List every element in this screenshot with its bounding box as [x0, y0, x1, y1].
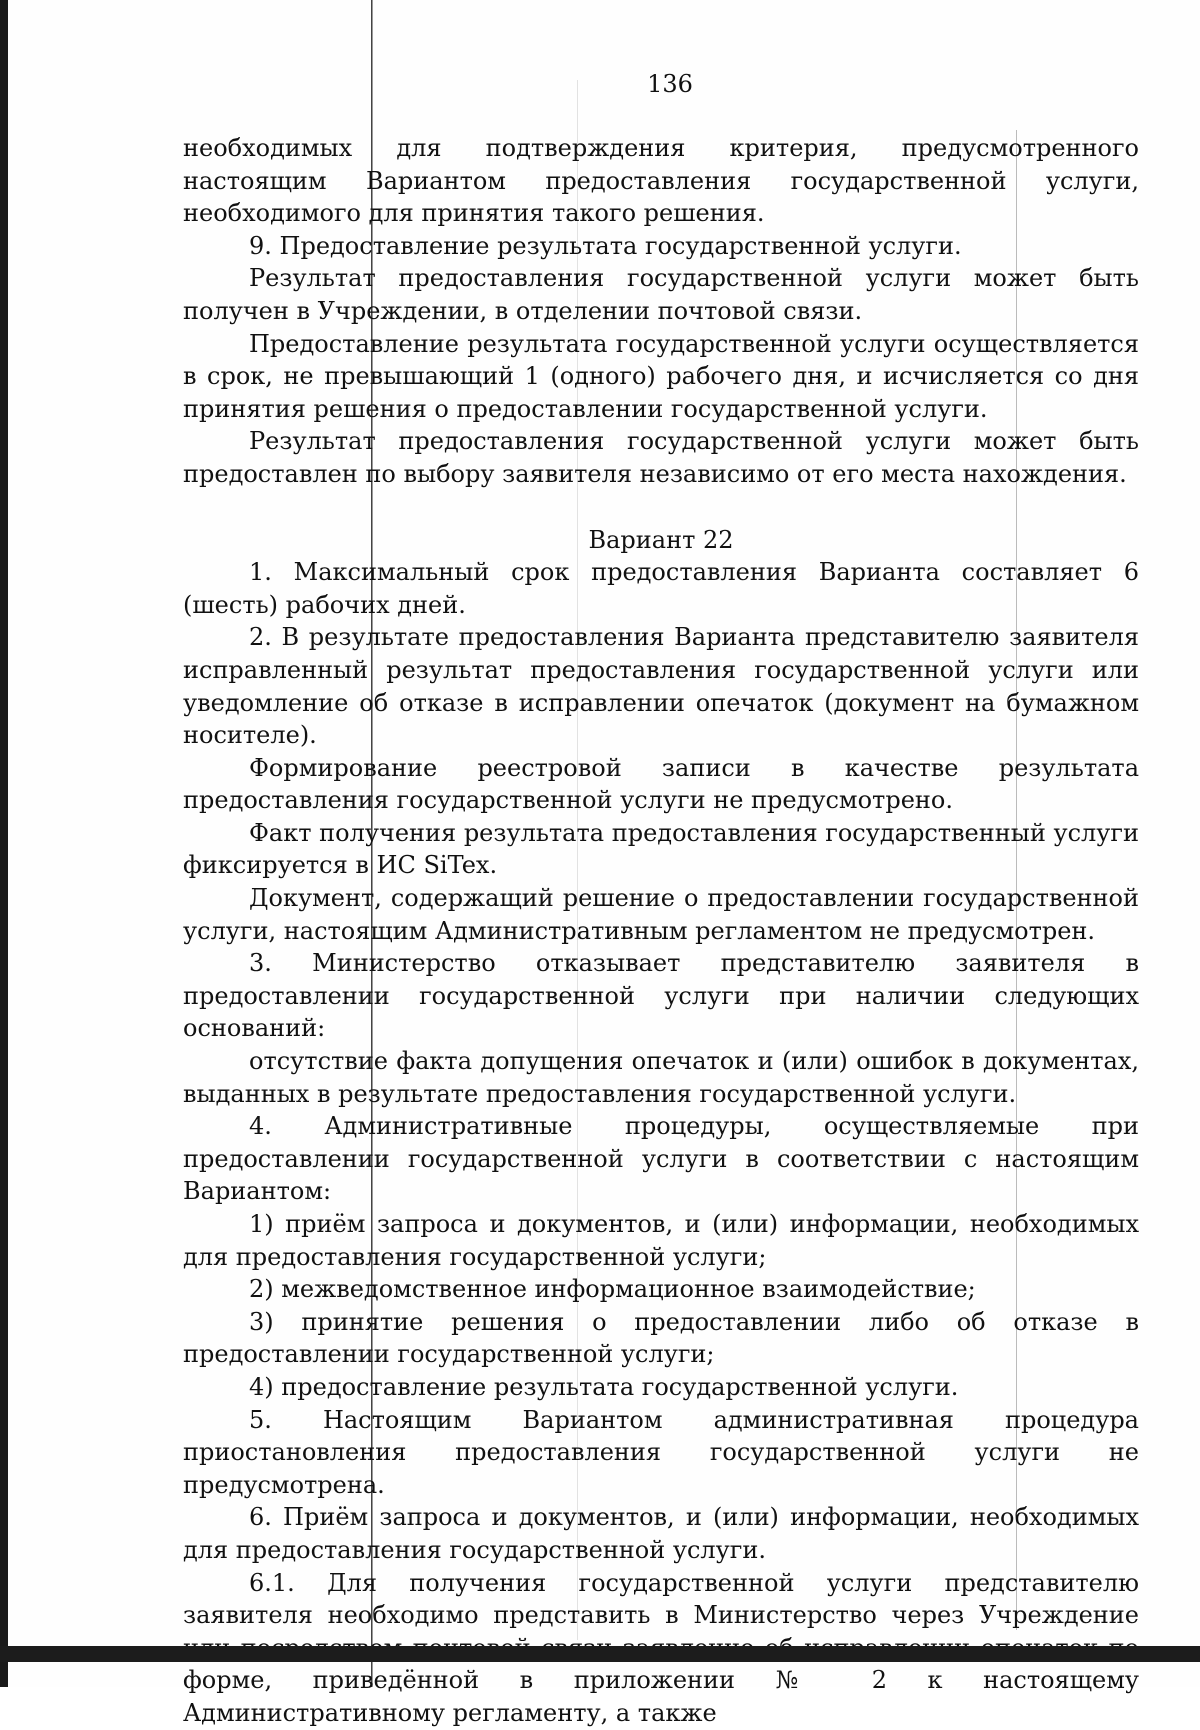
paragraph: необходимых для подтверждения критерия, предусмотренного настоящим Вариантом предоставления государственной услуги, необходимого для принятия такого решения. [183, 134, 1139, 228]
spacer [183, 491, 1139, 524]
paragraph: Предоставление результата государственной услуги осуществляется в срок, не превышающий 1 (одного) рабочего дня, и исчисляется со дня принятия решения о предоставлении государственной услуги. [183, 329, 1139, 423]
paragraph: 3. Министерство отказывает представителю заявителя в предоставлении государственной услуги при наличии следующих оснований: [183, 949, 1139, 1043]
scan-bottom-edge [0, 1646, 1200, 1662]
paragraph: 2. В результате предоставления Варианта представителю заявителя исправленный результат предоставления государственной услуги или уведомление об отказе в исправлении опечаток (документ на бумажном носителе). [183, 623, 1139, 750]
paragraph: Факт получения результата предоставления государственный услуги фиксируется в ИС SiTex. [183, 818, 1139, 880]
list-item: 4) предоставление результата государственной услуги. [249, 1372, 959, 1401]
paragraph: Результат предоставления государственной услуги может быть предоставлен по выбору заявителя независимо от его места нахождения. [183, 427, 1139, 488]
section-heading: Вариант 22 [588, 525, 734, 554]
paragraph: 4. Административные процедуры, осуществляемые при предоставлении государственной услуги в соответствии с настоящим Вариантом: [183, 1112, 1139, 1206]
paragraph: Результат предоставления государственной услуги может быть получен в Учреждении, в отделении почтовой связи. [183, 264, 1139, 325]
paragraph: отсутствие факта допущения опечаток и (или) ошибок в документах, выданных в результате предоставления государственной услуги. [183, 1047, 1139, 1108]
scan-left-edge [0, 0, 8, 1687]
paragraph: 1. Максимальный срок предоставления Варианта составляет 6 (шесть) рабочих дней. [183, 558, 1139, 619]
paragraph: Документ, содержащий решение о предоставлении государственной услуги, настоящим Административным регламентом не предусмотрен. [183, 884, 1139, 945]
paragraph: 5. Настоящим Вариантом административная процедура приостановления предоставления государственной услуги не предусмотрена. [183, 1405, 1139, 1499]
list-item: 2) межведомственное информационное взаимодействие; [249, 1275, 976, 1304]
list-item: 3) принятие решения о предоставлении либо об отказе в предоставлении государственной услуги; [183, 1307, 1139, 1369]
list-item: 1) приём запроса и документов, и (или) информации, необходимых для предоставления государственной услуги; [183, 1210, 1139, 1271]
paragraph: 6. Приём запроса и документов, и (или) информации, необходимых для предоставления государственной услуги. [183, 1503, 1139, 1564]
paragraph: 9. Предоставление результата государственной услуги. [249, 231, 962, 260]
page-number: 136 [647, 70, 693, 98]
paragraph: Формирование реестровой записи в качестве результата предоставления государственной услуги не предусмотрено. [183, 753, 1139, 815]
paragraph: 6.1. Для получения государственной услуги представителю заявителя необходимо представить в Министерство через Учреждение форме, приведённой в приложении № 2 к настоящему Административному регламенту, а также [183, 1568, 1139, 1727]
document-body [183, 132, 1139, 1730]
